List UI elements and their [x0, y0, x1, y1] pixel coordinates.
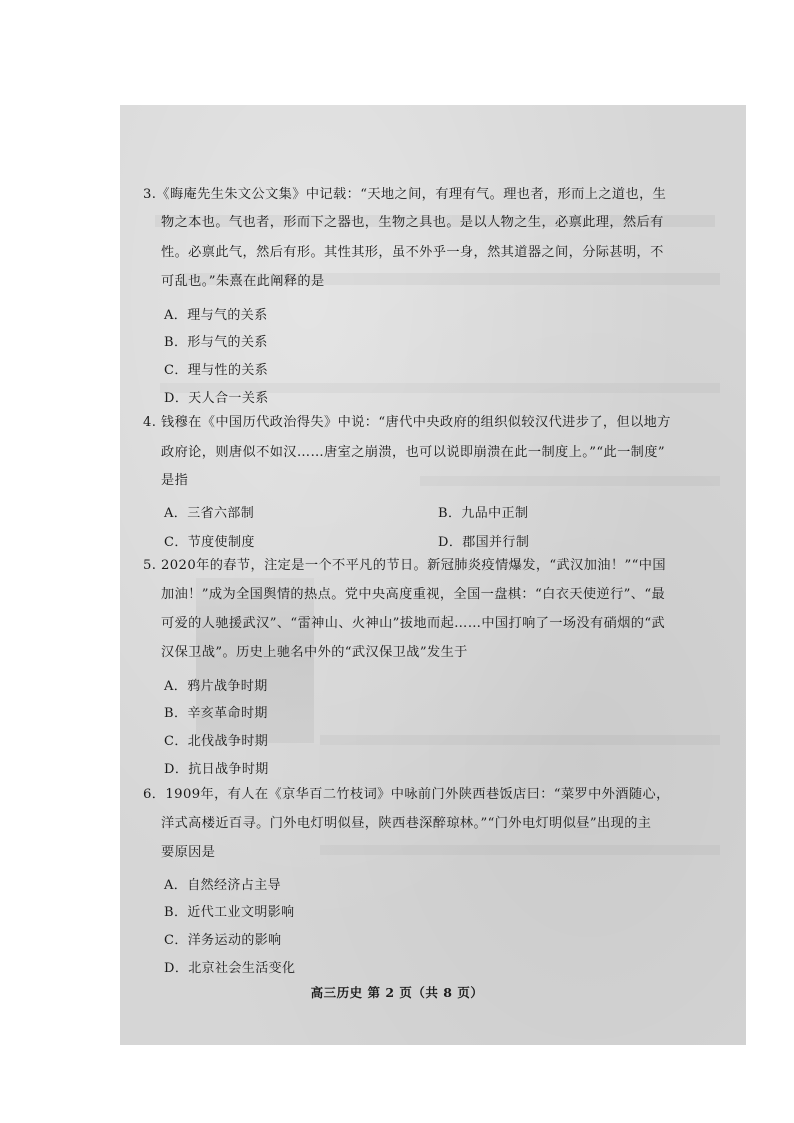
- q5-option-a[interactable]: A．鸦片战争时期: [164, 679, 268, 694]
- q3-option-a[interactable]: A．理与气的关系: [164, 308, 268, 323]
- q6-option-b[interactable]: B．近代工业文明影响: [164, 905, 295, 920]
- q4-option-b[interactable]: B．九品中正制: [438, 506, 529, 521]
- q3-option-c[interactable]: C．理与性的关系: [164, 363, 269, 378]
- q4-option-c[interactable]: C．节度使制度: [164, 535, 255, 550]
- q5-stem-line-2: 加油！”成为全国舆情的热点。党中央高度重视，全国一盘棋：“白衣天使逆行”、“最: [161, 587, 666, 602]
- q4-stem-line-1: 4. 钱穆在《中国历代政治得失》中说：“唐代中央政府的组织似较汉代进步了，但以地方: [143, 415, 671, 430]
- q4-option-d[interactable]: D．郡国并行制: [438, 535, 530, 550]
- q6-stem-line-2: 洋式高楼近百寻。门外电灯明似昼，陕西巷深醉琼林。”“门外电灯明似昼”出现的主: [161, 816, 652, 831]
- q6-option-d[interactable]: D．北京社会生活变化: [164, 961, 296, 976]
- q5-stem-line-4: 汉保卫战”。历史上驰名中外的“武汉保卫战”发生于: [161, 645, 468, 660]
- q3-stem-line-4: 可乱也。”朱熹在此阐释的是: [161, 274, 325, 289]
- q3-stem-line-3: 性。必禀此气，然后有形。其性其形，虽不外乎一身，然其道器之间，分际甚明，不: [161, 245, 664, 260]
- q4-stem-line-3: 是指: [161, 473, 189, 488]
- q5-option-d[interactable]: D．抗日战争时期: [164, 762, 269, 777]
- q6-stem-line-3: 要原因是: [161, 845, 216, 860]
- q5-stem-line-3: 可爱的人驰援武汉”、“雷神山、火神山”拔地而起……中国打响了一场没有硝烟的“武: [161, 616, 666, 631]
- q3-stem-line-2: 物之本也。气也者，形而下之器也，生物之具也。是以人物之生，必禀此理，然后有: [161, 215, 664, 230]
- q3-option-d[interactable]: D．天人合一关系: [164, 391, 269, 406]
- q6-stem-line-1: 6．1909年，有人在《京华百二竹枝词》中咏前门外陕西巷饭店曰：“菜罗中外酒随心，: [143, 787, 670, 802]
- q5-option-b[interactable]: B．辛亥革命时期: [164, 706, 268, 721]
- bleed-through-text: [420, 476, 720, 486]
- q6-option-c[interactable]: C．洋务运动的影响: [164, 933, 282, 948]
- q3-option-b[interactable]: B．形与气的关系: [164, 335, 268, 350]
- bleed-through-text: [320, 845, 720, 855]
- q6-option-a[interactable]: A．自然经济占主导: [164, 878, 281, 893]
- q3-stem-line-1: 3.《晦庵先生朱文公文集》中记载：“天地之间，有理有气。理也者，形而上之道也，生: [143, 187, 667, 202]
- q5-stem-line-1: 5. 2020年的春节，注定是一个不平凡的节日。新冠肺炎疫情爆发，“武汉加油！”“中国: [143, 558, 666, 573]
- q5-option-c[interactable]: C．北伐战争时期: [164, 734, 269, 749]
- q4-stem-line-2: 政府论，则唐似不如汉……唐室之崩溃，也可以说即崩溃在此一制度上。”“此一制度”: [161, 445, 665, 460]
- bleed-through-text: [320, 735, 720, 745]
- q4-option-a[interactable]: A．三省六部制: [164, 506, 255, 521]
- page-footer: 高三历史 第 2 页（共 8 页）: [310, 985, 484, 1000]
